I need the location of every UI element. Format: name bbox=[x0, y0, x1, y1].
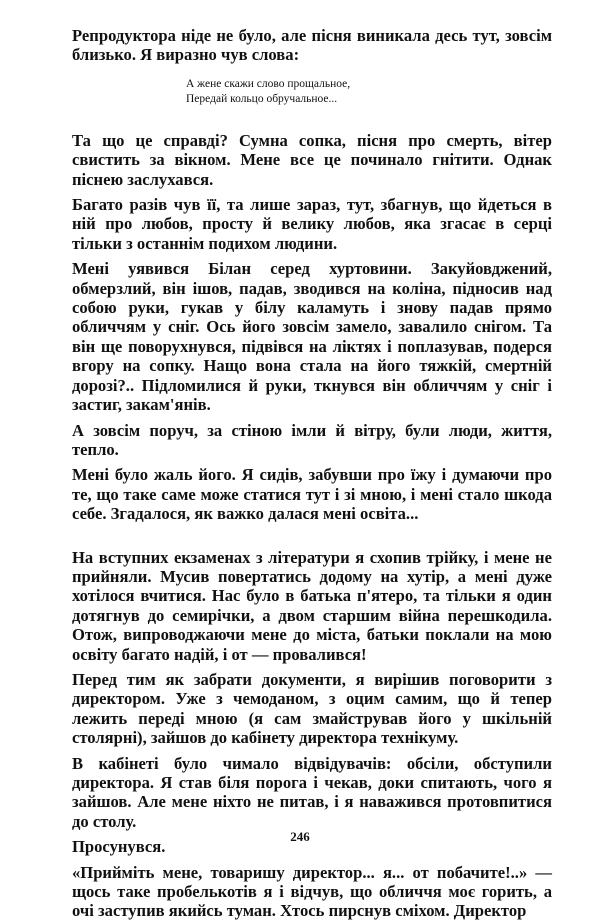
paragraph-1: Та що це справді? Сумна сопка, пісня про смерть, вітер свистить за вікном. Мене все це починало гнітити. Однак піснею заслухався. bbox=[72, 130, 552, 189]
paragraph-2: Багато разів чув її, та лише зараз, тут, збагнув, що йдеться в ній про любов, просту й велику любов, яка згасає в серці тільки з останнім подихом людини. bbox=[72, 195, 552, 253]
paragraph-intro: Репродуктора ніде не було, але пісня виникала десь тут, зовсім близько. Я виразно чув слова: bbox=[72, 26, 552, 65]
paragraph-8: В кабінеті було чимало відвідувачів: обсіли, обступили директора. Я став біля порога і чекав, доки спитають, чого я зайшов. Але мене ніхто не питав, і я наважився протовпитися до столу. bbox=[72, 753, 552, 831]
book-page-text bbox=[72, 26, 552, 921]
paragraph-7: Перед тим як забрати документи, я вирішив поговорити з директором. Уже з чемоданом, з оцим самим, що й тепер лежить переді мною (я сам змайстрував його у шкільній столярні), зайшов до кабінету директора технікуму. bbox=[72, 669, 552, 748]
song-verse bbox=[186, 77, 552, 107]
paragraph-3: Мені уявився Білан серед хуртовини. Закуйовджений, обмерзлий, він ішов, падав, зводився на коліна, підносив над собою руки, гукав у білу каламуть і знову падав прямо обличчям у сніг. Ось його зовсім замело, завалило снігом. Та він ще поворухнувся, підвівся на ліктях і поплазував, подерся вгору на сопку. Нащо вона стала на його тяжкій, смертній дорозі?.. Підломилися й руки, ткнувся він обличчям у сніг і застиг, закам'янів. bbox=[72, 259, 552, 415]
paragraph-4: А зовсім поруч, за стіною імли й вітру, були люди, життя, тепло. bbox=[72, 420, 552, 459]
verse-line-2: Передай кольцо обручальное... bbox=[186, 92, 338, 105]
paragraph-10: «Прийміть мене, товаришу директор... я... от побачите!..» — щось таке пробелькотів я і відчув, що обличчя моє горить, а очі заступив якийсь туман. Хтось пирснув сміхом. Директор bbox=[72, 862, 552, 921]
paragraph-9: Просунувся. bbox=[72, 837, 166, 857]
page-number: 246 bbox=[290, 829, 310, 844]
paragraph-5: Мені було жаль його. Я сидів, забувши про їжу і думаючи про те, що таке саме може статися тут і зі мною, і мені стало шкода себе. Згадалося, як важко далася мені освіта... bbox=[72, 465, 552, 524]
verse-line-1: А жене скажи слово прощальное, bbox=[186, 77, 351, 90]
paragraph-6: На вступних екзаменах з літератури я схопив трійку, і мене не прийняли. Мусив повертатись додому на хутір, а мені дуже хотілося вчитися. Нас було в батька п'ятеро, та тільки я один дотягнув до семирічки, а двом старшим війна перешкодила. Отож, випроводжаючи мене до міста, батьки поклали на мою освіту багато надій, і от — провалився! bbox=[72, 547, 552, 664]
